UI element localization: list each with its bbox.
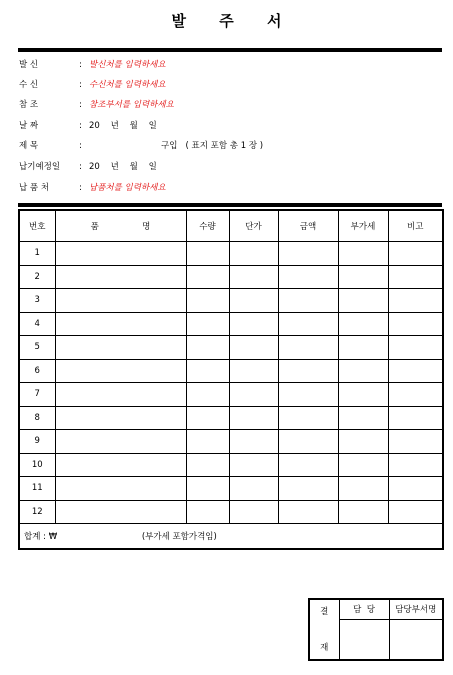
table-cell[interactable] [186, 453, 229, 477]
table-cell[interactable] [55, 430, 186, 454]
table-cell[interactable] [229, 242, 278, 266]
table-cell[interactable] [186, 359, 229, 383]
table-cell[interactable] [338, 453, 388, 477]
table-cell[interactable] [338, 383, 388, 407]
due-date-row [19, 160, 157, 174]
table-cell[interactable] [338, 265, 388, 289]
table-cell[interactable] [186, 500, 229, 524]
table-cell[interactable] [338, 359, 388, 383]
sender-field[interactable]: 발신처를 입력하세요 [89, 60, 166, 70]
row-number: 2 [19, 265, 55, 289]
approval-sign-charge[interactable] [339, 619, 389, 660]
row-number: 9 [19, 430, 55, 454]
table-row [19, 336, 443, 360]
approval-side-top: 결 [320, 606, 329, 617]
table-cell[interactable] [388, 312, 443, 336]
subject-row [19, 139, 263, 153]
table-cell[interactable] [55, 289, 186, 313]
table-row [19, 430, 443, 454]
table-cell[interactable] [229, 453, 278, 477]
table-cell[interactable] [186, 336, 229, 360]
table-cell[interactable] [55, 406, 186, 430]
table-cell[interactable] [55, 453, 186, 477]
due-date-label: 납기예정일 [19, 162, 61, 172]
table-cell[interactable] [338, 477, 388, 501]
total-cell[interactable] [19, 524, 443, 550]
date-label: 날 짜 [19, 121, 39, 131]
table-cell[interactable] [278, 289, 338, 313]
table-cell[interactable] [388, 336, 443, 360]
colon: : [79, 183, 82, 193]
table-cell[interactable] [388, 242, 443, 266]
table-cell[interactable] [278, 383, 338, 407]
table-cell[interactable] [388, 406, 443, 430]
table-cell[interactable] [229, 477, 278, 501]
table-cell[interactable] [338, 500, 388, 524]
table-cell[interactable] [55, 312, 186, 336]
col-header-price: 단가 [229, 210, 278, 242]
table-cell[interactable] [186, 242, 229, 266]
table-row [19, 312, 443, 336]
table-cell[interactable] [229, 430, 278, 454]
col-header-qty: 수량 [186, 210, 229, 242]
approval-side-label [309, 599, 339, 660]
row-number: 4 [19, 312, 55, 336]
table-cell[interactable] [55, 500, 186, 524]
row-number: 5 [19, 336, 55, 360]
col-header-vat: 부가세 [338, 210, 388, 242]
colon: : [79, 60, 82, 70]
colon: : [79, 100, 82, 110]
table-row [19, 359, 443, 383]
table-cell[interactable] [388, 430, 443, 454]
table-cell[interactable] [55, 265, 186, 289]
table-cell[interactable] [278, 500, 338, 524]
table-cell[interactable] [388, 289, 443, 313]
subject-label: 제 목 [19, 141, 39, 151]
table-cell[interactable] [278, 359, 338, 383]
row-number: 11 [19, 477, 55, 501]
table-cell[interactable] [229, 312, 278, 336]
table-cell[interactable] [186, 406, 229, 430]
col-header-item: 품 명 [55, 210, 186, 242]
sender-label: 발 신 [19, 60, 39, 70]
middle-divider [18, 203, 442, 207]
table-cell[interactable] [186, 312, 229, 336]
row-number: 8 [19, 406, 55, 430]
table-cell[interactable] [229, 265, 278, 289]
reference-row [19, 98, 174, 112]
table-row [19, 242, 443, 266]
table-cell[interactable] [278, 406, 338, 430]
table-cell[interactable] [338, 289, 388, 313]
table-cell[interactable] [388, 500, 443, 524]
table-cell[interactable] [388, 265, 443, 289]
approval-sign-dept[interactable] [389, 619, 443, 660]
table-cell[interactable] [186, 430, 229, 454]
approval-col-dept: 담당부서명 [389, 599, 443, 619]
row-number: 12 [19, 500, 55, 524]
row-number: 7 [19, 383, 55, 407]
table-cell[interactable] [229, 289, 278, 313]
row-number: 3 [19, 289, 55, 313]
table-cell[interactable] [55, 383, 186, 407]
row-number: 10 [19, 453, 55, 477]
table-row [19, 265, 443, 289]
total-note: (부가세 포함가격임) [141, 532, 217, 542]
total-row [19, 524, 443, 550]
table-cell[interactable] [186, 383, 229, 407]
table-row [19, 453, 443, 477]
table-cell[interactable] [278, 312, 338, 336]
table-cell[interactable] [55, 359, 186, 383]
delivery-field[interactable]: 납품처를 입력하세요 [89, 183, 166, 193]
table-cell[interactable] [338, 430, 388, 454]
table-row [19, 406, 443, 430]
date-field[interactable]: 20 년 월 일 [89, 121, 157, 131]
col-header-no: 번호 [19, 210, 55, 242]
table-cell[interactable] [338, 406, 388, 430]
table-row [19, 477, 443, 501]
items-table [18, 209, 444, 550]
table-cell[interactable] [55, 336, 186, 360]
receiver-field[interactable]: 수신처를 입력하세요 [89, 80, 166, 90]
table-cell[interactable] [388, 453, 443, 477]
top-divider [18, 48, 442, 52]
table-cell[interactable] [338, 242, 388, 266]
col-header-amount: 금액 [278, 210, 338, 242]
table-cell[interactable] [186, 477, 229, 501]
table-cell[interactable] [186, 265, 229, 289]
table-cell[interactable] [388, 359, 443, 383]
col-header-note: 비고 [388, 210, 443, 242]
date-row [19, 119, 157, 133]
table-cell[interactable] [278, 430, 338, 454]
table-cell[interactable] [388, 477, 443, 501]
colon: : [79, 80, 82, 90]
table-cell[interactable] [229, 406, 278, 430]
row-number: 6 [19, 359, 55, 383]
delivery-label: 납 품 처 [19, 183, 50, 193]
table-cell[interactable] [229, 336, 278, 360]
table-cell[interactable] [229, 383, 278, 407]
subject-field[interactable]: 구입 ( 표지 포함 총 1 장 ) [161, 141, 264, 151]
colon: : [79, 162, 82, 172]
colon: : [79, 121, 82, 131]
table-header-row [19, 210, 443, 242]
table-cell[interactable] [186, 289, 229, 313]
table-cell[interactable] [278, 242, 338, 266]
delivery-row [19, 181, 166, 195]
table-cell[interactable] [338, 336, 388, 360]
table-cell[interactable] [229, 500, 278, 524]
table-cell[interactable] [388, 383, 443, 407]
approval-col-charge: 담 당 [339, 599, 389, 619]
table-row [19, 289, 443, 313]
reference-label: 참 조 [19, 100, 39, 110]
table-cell[interactable] [278, 453, 338, 477]
table-cell[interactable] [278, 477, 338, 501]
table-cell[interactable] [55, 477, 186, 501]
sender-row [19, 58, 166, 72]
row-number: 1 [19, 242, 55, 266]
page-title: 발 주 서 [171, 12, 296, 30]
receiver-row [19, 78, 166, 92]
approval-side-bottom: 재 [320, 642, 329, 653]
approval-box [308, 598, 444, 661]
table-cell[interactable] [278, 336, 338, 360]
reference-field[interactable]: 참조부서를 입력하세요 [89, 100, 174, 110]
table-row [19, 383, 443, 407]
receiver-label: 수 신 [19, 80, 39, 90]
colon: : [79, 141, 82, 151]
table-cell[interactable] [278, 265, 338, 289]
table-cell[interactable] [229, 359, 278, 383]
table-cell[interactable] [338, 312, 388, 336]
total-label: 합계 : ₩ [24, 532, 58, 542]
table-row [19, 500, 443, 524]
due-date-field[interactable]: 20 년 월 일 [89, 162, 157, 172]
table-cell[interactable] [55, 242, 186, 266]
